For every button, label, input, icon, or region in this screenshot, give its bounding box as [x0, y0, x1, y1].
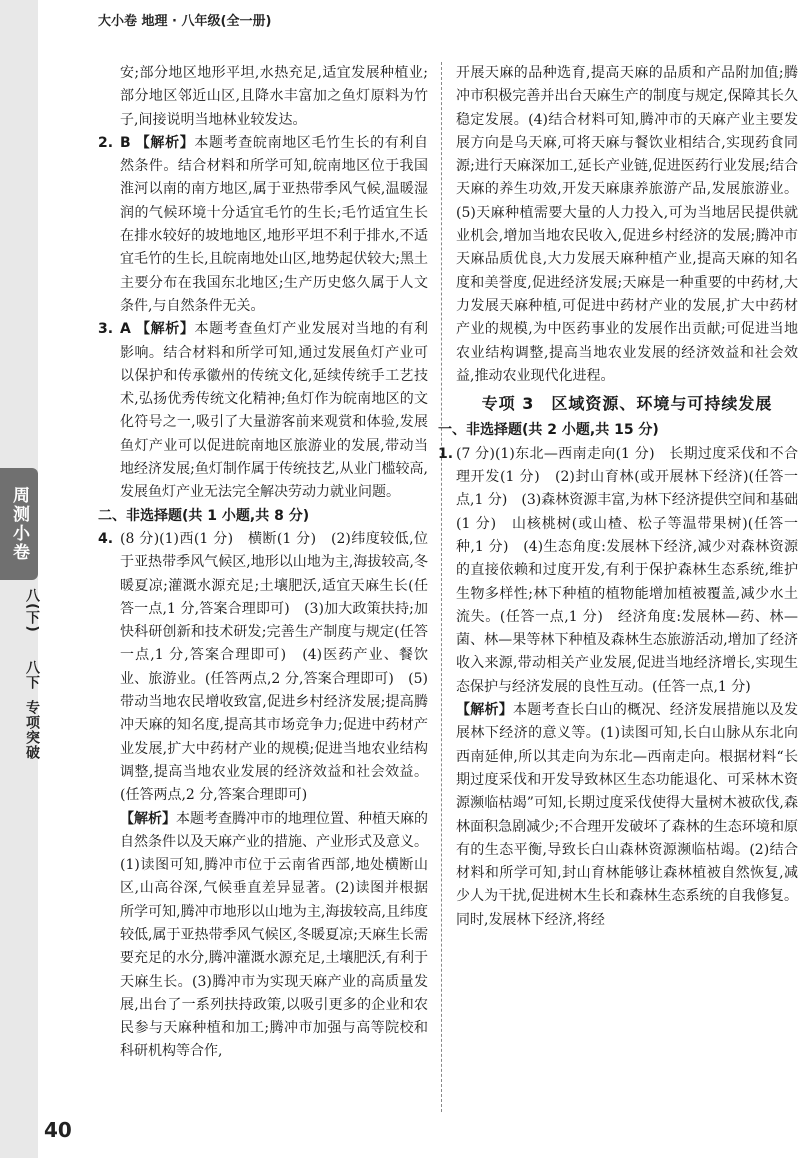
side-grade-label: 八(下): [24, 588, 40, 633]
question-3-analysis-tag: 【解析】: [135, 321, 195, 338]
right-question-1-answer: (7 分)(1)东北—西南走向(1 分) 长期过度采伐和不合理开发(1 分) (2)封山育林(或开展林下经济)(任答一点,1 分) (3)森林资源丰富,为林下经济提供空间和基础(1 分) 山核桃树(或山楂、松子等温带果树)(任答一种,1 分) (4)生态角度:发展林下经济,减少对森林资源的直接依赖和过度开发,有利于保护森林生态系统,维护生物多样性;林下种植的植物能增加植被覆盖,减少水土流失。(任答一点,1 分) 经济角度:发展林—药、林—菌、林—果等林下种植及森林生态旅游活动,增加了经济收入来源,带动相关产业发展,促进当地经济增长,实现生态保护与经济发展的良性互动。(任答一点,1 分): [456, 445, 798, 695]
question-4-analysis-block: [120, 808, 428, 1064]
question-3-analysis: 本题考查鱼灯产业发展对当地的有利影响。结合材料和所学可知,通过发展鱼灯产业可以保护和传承徽州的传统文化,延续传统手工艺技术,弘扬优秀传统文化精神;鱼灯作为皖南地区的文化符号之一,吸引了大量游客前来观赏和体验,发展鱼灯产业可以促进皖南地区旅游业的发展,带动当地经济发展;鱼灯制作属于传统技艺,从业门槛较高,发展鱼灯产业无法完全解决劳动力就业问题。: [120, 321, 429, 501]
question-2-number: 2.: [98, 134, 114, 151]
topic-heading: 专项 3 区域资源、环境与可持续发展: [481, 394, 773, 414]
question-4-answer: (8 分)(1)西(1 分) 横断(1 分) (2)纬度较低,位于亚热带季风气候区,地形以山地为主,海拔较高,冬暖夏凉;灌溉水源充足;土壤肥沃,适宜天麻生长(任答一点,1 分,答案合理即可) (3)加大政策扶持;加快科研创新和技术研发;完善生产制度与规定(任答一点,1 分,答案合理即可) (4)医药产业、餐饮业、旅游业。(任答两点,2 分,答案合理即可) (5)带动当地农民增收致富,促进乡村经济发展;提高腾冲天麻的知名度,提高其市场竞争力;促进中药材产业发展,扩大中药材产业的规模;促进当地农业结构调整,提高当地农业发展的经济效益和社会效益。(任答两点,2 分,答案合理即可): [120, 530, 428, 804]
question-4: [98, 528, 428, 808]
right-question-1-number: 1.: [438, 445, 454, 462]
page: [38, 0, 800, 1158]
right-question-1: [438, 443, 798, 699]
side-semester-label: 八下: [24, 660, 40, 690]
question-2-analysis-tag: 【解析】: [135, 134, 195, 151]
side-tab-label: 周测小卷: [9, 486, 29, 562]
right-question-1-analysis-tag: 【解析】: [456, 702, 514, 719]
right-question-1-analysis-block: [456, 699, 798, 932]
question-3-number: 3.: [98, 321, 114, 338]
left-column: [98, 62, 429, 1064]
question-2: [98, 132, 429, 318]
right-column: [438, 62, 799, 932]
section-heading-nonchoice: 二、非选择题(共 1 小题,共 8 分): [98, 507, 310, 524]
right-continuation: 开展天麻的品种选育,提高天麻的品质和产品附加值;腾冲市积极完善并出台天麻生产的制度与规定,保障其长久稳定发展。(4)结合材料可知,腾冲市的天麻产业主要发展方向是乌天麻,可将天麻与餐饮业相结合,实现药食同源;进行天麻深加工,延长产业链,促进医药行业发展;结合天麻的养生功效,开发天麻康养旅游产品,发展旅游业。(5)天麻种植需要大量的人力投入,可为当地居民提供就业机会,增加当地农民收入,促进乡村经济的发展;腾冲市天麻品质优良,大力发展天麻种植产业,提高天麻的知名度和美誉度,促进经济发展;天麻是一种重要的中药材,大力发展天麻种植,可促进中药材产业的发展,扩大中药材产业的规模,为中医药事业的发展作出贡献;可促进当地农业结构调整,提高当地农业发展的经济效益和社会效益,推动农业现代化进程。: [456, 65, 798, 384]
right-question-1-analysis: 本题考查长白山的概况、经济发展措施以及发展林下经济的意义等。(1)读图可知,长白山脉从东北向西南延伸,所以其走向为东北—西南走向。根据材料“长期过度采伐和开发导致林区生态功能退化、可采林木资源濒临枯竭”可知,长期过度采伐使得大量树木被砍伐,森林面积急剧减少;不合理开发破坏了森林的生态环境和原有的生态平衡,导致长白山森林资源濒临枯竭。(2)结合材料和所学可知,封山育林能够让森林植被自然恢复,减少人为干扰,促进树木生长和森林生态系统的自我修复。同时,发展林下经济,将经: [456, 702, 799, 928]
question-2-analysis: 本题考查皖南地区毛竹生长的有利自然条件。结合材料和所学可知,皖南地区位于我国淮河以南的南方地区,属于亚热带季风气候,温暖湿润的气候环境十分适宜毛竹的生长;毛竹适宜生长在排水较好的坡地地区,地形平坦不利于排水,不适宜毛竹的生长,且皖南地处山区,地势起伏较大;黑土主要分布在我国东北地区;生产历史悠久属于人文条件,与自然条件无关。: [120, 134, 429, 314]
side-topic-label: 专项突破: [24, 700, 40, 760]
book-title: 大小卷 地理 · 八年级(全一册): [98, 14, 272, 29]
question-3: [98, 318, 429, 504]
left-continuation: 安;部分地区地形平坦,水热充足,适宜发展种植业;部分地区邻近山区,且降水丰富加之鱼灯原料为竹子,间接说明当地林业较发达。: [120, 65, 428, 128]
question-3-answer: A: [120, 321, 131, 338]
question-4-analysis-tag: 【解析】: [120, 810, 176, 827]
column-divider: [441, 62, 442, 1112]
question-2-answer: B: [120, 134, 131, 151]
question-4-analysis: 本题考查腾冲市的地理位置、种植天麻的自然条件以及天麻产业的措施、产业形式及意义。(1)读图可知,腾冲市位于云南省西部,地处横断山区,山高谷深,气候垂直差异显著。(2)读图并根据所学可知,腾冲市地形以山地为主,海拔较高,且纬度较低,属于亚热带季风气候区,冬暖夏凉;天麻生长需要充足的水分,腾冲灌溉水源充足,土壤肥沃,有利于天麻生长。(3)腾冲市为实现天麻产业的高质量发展,出台了一系列扶持政策,以吸引更多的企业和农民参与天麻种植和加工;腾冲市加强与高等院校和科研机构等合作,: [120, 810, 428, 1060]
section-heading-right: 一、非选择题(共 2 小题,共 15 分): [438, 422, 659, 439]
side-tab-weekly-quiz: [0, 468, 38, 580]
page-number: 40: [44, 1118, 72, 1142]
question-4-number: 4.: [98, 530, 114, 547]
